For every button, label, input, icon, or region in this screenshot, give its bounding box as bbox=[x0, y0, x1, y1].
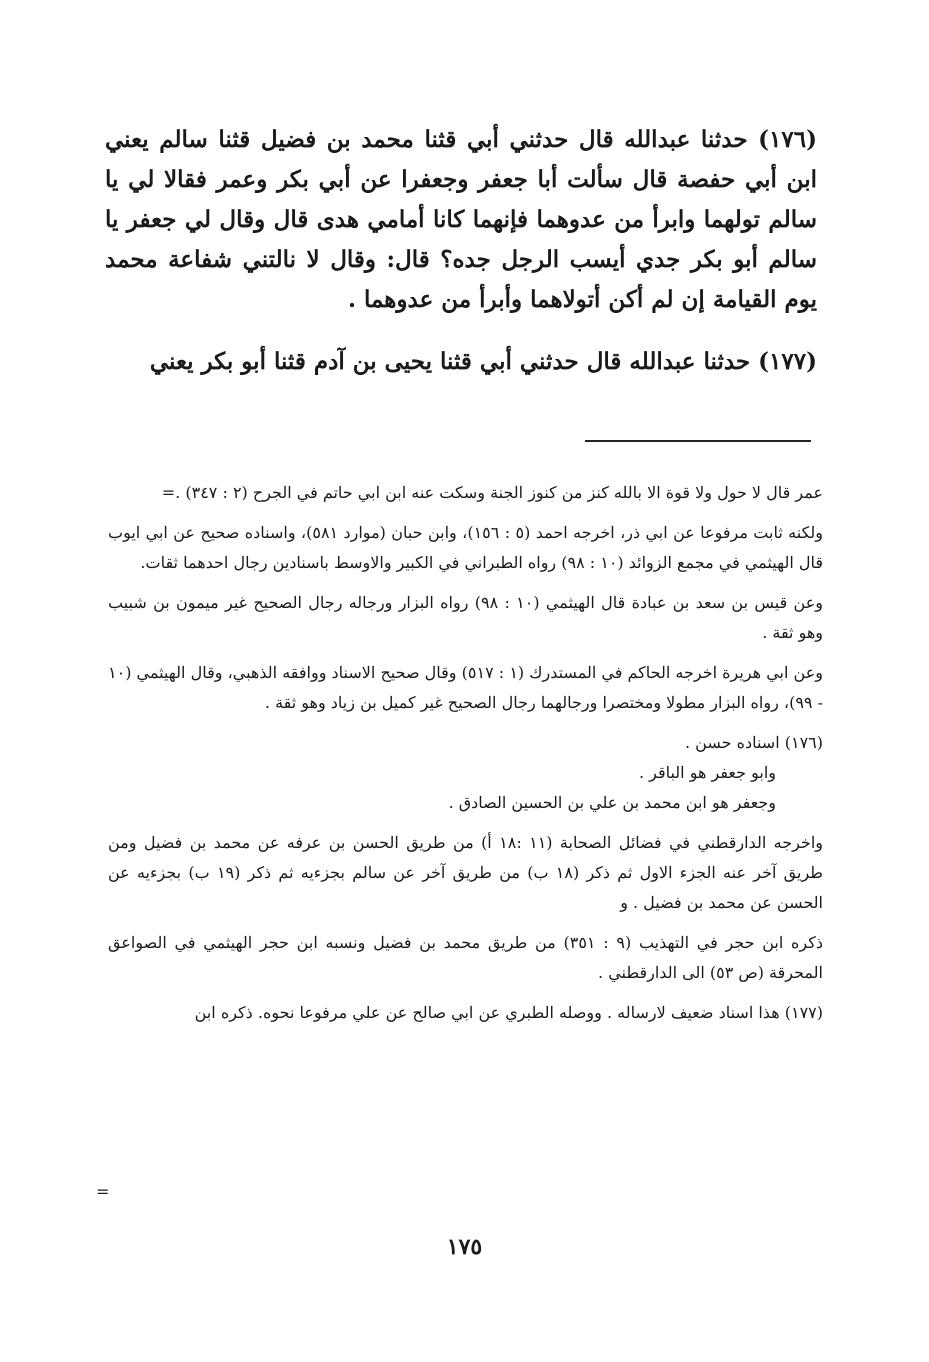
footnote-continuation bbox=[108, 478, 823, 508]
main-text bbox=[105, 120, 817, 382]
page-number: ١٧٥ bbox=[446, 1234, 483, 1260]
footnote-paragraph: ولكنه ثابت مرفوعا عن ابي ذر، اخرجه احمد (٥ : ١٥٦)، وابن حبان (موارد ٥٨١)، واسناده صحيح عن ابي ايوب قال الهيثمي في مجمع الزوائد (١٠ : ٩٨) رواه الطبراني في الكبير والاوسط باسنادين رجال احدهما ثقات. bbox=[108, 523, 824, 572]
footnote-paragraph: وابو جعفر هو الباقر . bbox=[638, 763, 776, 782]
footnote-divider bbox=[585, 440, 811, 442]
footnotes bbox=[108, 478, 823, 1028]
footnote-177: (١٧٧) هذا اسناد ضعيف لارساله . ووصله الطبري عن ابي صالح عن علي مرفوعا نحوه. ذكره ابن bbox=[194, 1003, 823, 1022]
footnote-paragraph: وجعفر هو ابن محمد بن علي بن الحسين الصادق . bbox=[448, 793, 776, 812]
continuation-mark: = bbox=[96, 1182, 110, 1201]
footnote-paragraph: وعن ابي هريرة اخرجه الحاكم في المستدرك (١ : ٥١٧) وقال صحيح الاسناد ووافقه الذهبي، وقال الهيثمي (١٠ - ٩٩)، رواه البزار مطولا ومختصرا ورجالهما رجال الصحيح غير كميل بن زياد وهو ثقة . bbox=[108, 663, 824, 712]
footnote-paragraph: واخرجه الدارقطني في فضائل الصحابة (١١ :١٨ أ) من طريق الحسن بن عرفه عن محمد بن فضيل ومن طريق آخر عنه الجزء الاول ثم ذكر (١٨ ب) من طريق آخر عن سالم بجزءيه ثم ذكر (١٩ ب) بجزءيه عن الحسن عن محمد بن فضيل . و bbox=[108, 833, 824, 912]
continuation-mark: = bbox=[161, 483, 176, 502]
hadith-177: (١٧٧) حدثنا عبدالله قال حدثني أبي قثنا يحيى بن آدم قثنا أبو بكر يعني bbox=[149, 348, 817, 375]
footnote-176-heading: (١٧٦) اسناده حسن . bbox=[684, 733, 823, 752]
footnote-paragraph: ذكره ابن حجر في التهذيب (٩ : ٣٥١) من طريق محمد بن فضيل ونسبه ابن حجر الهيثمي في الصواعق المحرقة (ص ٥٣) الى الدارقطني . bbox=[108, 933, 824, 982]
footnote-paragraph: وعن قيس بن سعد بن عبادة قال الهيثمي (١٠ : ٩٨) رواه البزار ورجاله رجال الصحيح غير ميمون بن شبيب وهو ثقة . bbox=[108, 593, 823, 642]
footnote-text: عمر قال لا حول ولا قوة الا بالله كنز من كنوز الجنة وسكت عنه ابن ابي حاتم في الجرح (٢ : ٣٤٧) . bbox=[175, 483, 823, 502]
hadith-176: (١٧٦) حدثنا عبدالله قال حدثني أبي قثنا محمد بن فضيل قثنا سالم يعني ابن أبي حفصة قال سألت أبا جعفر وجعفرا عن أبي بكر وعمر فقالا لي يا سالم تولهما وابرأ من عدوهما فإنهما كانا أمامي هدى قال وقال لي جعفر يا سالم أبو بكر جدي أيسب الرجل جده؟ قال: وقال لا نالتني شفاعة محمد يوم القيامة إن لم أكن أتولاهما وأبرأ من عدوهما . bbox=[105, 126, 817, 313]
